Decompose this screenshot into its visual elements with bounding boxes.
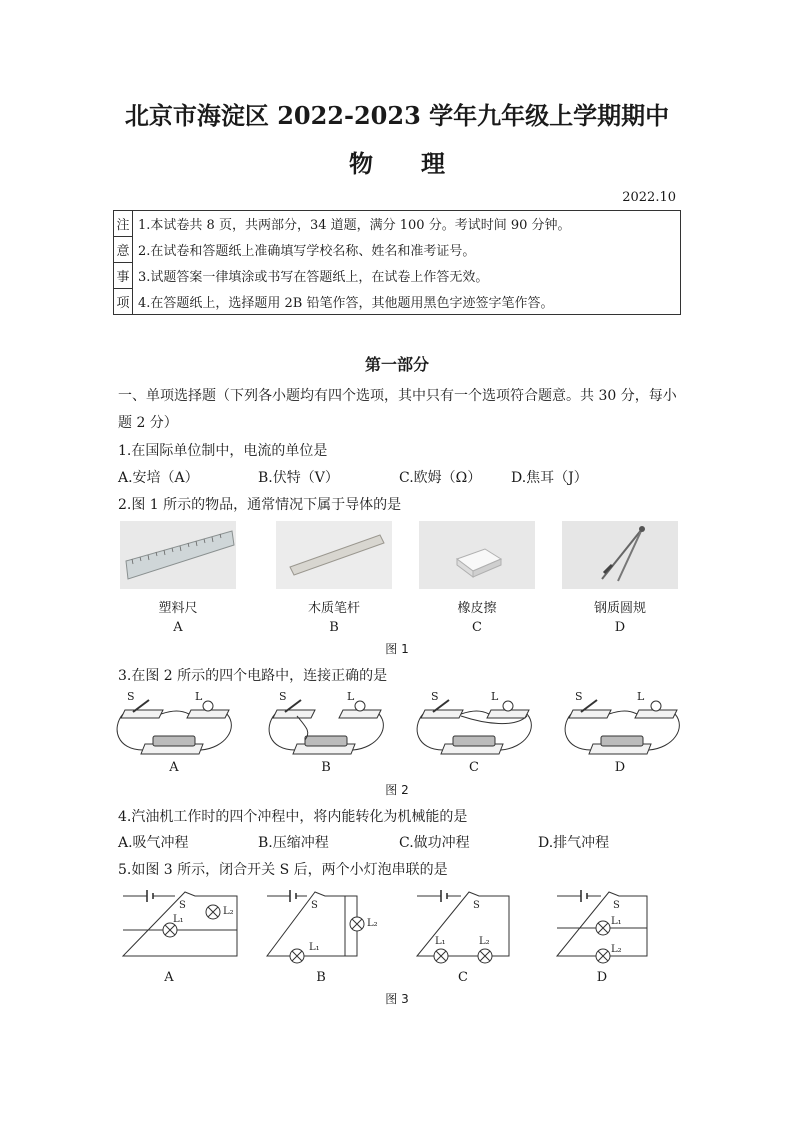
circuit-board-a	[117, 700, 231, 754]
notice-side-char: 注	[114, 211, 133, 237]
q5-b-lamp2-label: L₂	[367, 918, 378, 929]
q5-c-lamp1-label: L₁	[435, 936, 446, 947]
circuit-board-c	[417, 700, 531, 754]
plastic-ruler-image	[120, 521, 236, 589]
q5-d-switch-label: S	[613, 900, 620, 911]
q3-letter-d[interactable]: D	[614, 760, 626, 775]
q2-item-a-name: 塑料尺	[158, 601, 198, 616]
figure-3-caption: 图 3	[385, 992, 409, 1006]
notice-item: 1.本试卷共 8 页，共两部分，34 道题，满分 100 分。考试时间 90 分钟。	[133, 211, 681, 237]
q3-letter-b[interactable]: B	[321, 760, 331, 775]
q1-option-b[interactable]: B.伏特（V）	[258, 470, 339, 486]
q5-c-lamp2-label: L₂	[479, 936, 490, 947]
q1-option-c[interactable]: C.欧姆（Ω）	[399, 470, 482, 486]
q2-item-c-name: 橡皮擦	[457, 601, 497, 616]
q2-item-b-name: 木质笔杆	[307, 601, 360, 616]
q3-lamp-label-b: L	[347, 690, 355, 703]
q3-switch-label-b: S	[279, 690, 287, 703]
figure-3-circuits	[115, 884, 675, 968]
q1-stem: 1.在国际单位制中，电流的单位是	[118, 443, 328, 459]
q3-switch-label-a: S	[127, 690, 135, 703]
q5-letter-d[interactable]: D	[596, 970, 608, 985]
eraser-image	[419, 521, 535, 589]
q4-option-a[interactable]: A.吸气冲程	[118, 835, 189, 851]
instruction-line-1: 一、单项选择题（下列各小题均有四个选项，其中只有一个选项符合题意。共 30 分，每小	[118, 388, 677, 404]
q2-item-b-letter[interactable]: B	[329, 620, 339, 635]
q5-d-lamp2-label: L₂	[611, 944, 622, 955]
q3-lamp-label-d: L	[637, 690, 645, 703]
q3-lamp-label-c: L	[491, 690, 499, 703]
q1-option-d[interactable]: D.焦耳（J）	[511, 470, 588, 486]
exam-date: 2022.10	[622, 190, 676, 205]
q2-item-a-letter[interactable]: A	[173, 620, 183, 635]
q4-option-b[interactable]: B.压缩冲程	[258, 835, 329, 851]
notice-side-char: 事	[114, 263, 133, 289]
exam-title: 北京市海淀区 2022-2023 学年九年级上学期期中	[124, 101, 670, 130]
q3-switch-label-c: S	[431, 690, 439, 703]
q1-option-a[interactable]: A.安培（A）	[118, 470, 199, 486]
subject-title: 物 理	[349, 149, 445, 178]
q5-letter-c[interactable]: C	[458, 970, 468, 985]
q5-a-switch-label: S	[179, 900, 186, 911]
q2-stem: 2.图 1 所示的物品，通常情况下属于导体的是	[118, 497, 402, 513]
section-title: 第一部分	[364, 355, 429, 374]
q5-b-switch-label: S	[311, 900, 318, 911]
circuit-board-d	[565, 700, 679, 754]
q5-a-lamp1-label: L₁	[173, 914, 184, 925]
notice-item: 2.在试卷和答题纸上准确填写学校名称、姓名和准考证号。	[133, 237, 681, 263]
q5-a-lamp2-label: L₂	[223, 906, 234, 917]
notice-item: 4.在答题纸上，选择题用 2B 铅笔作答，其他题用黑色字迹签字笔作答。	[133, 289, 681, 315]
q2-item-d-letter[interactable]: D	[614, 620, 626, 635]
notice-side-char: 项	[114, 289, 133, 315]
wooden-pen-image	[276, 521, 392, 589]
q5-c-switch-label: S	[473, 900, 480, 911]
steel-compass-image	[562, 521, 678, 589]
q2-item-d-name: 钢质圆规	[593, 601, 646, 616]
q3-letter-c[interactable]: C	[469, 760, 479, 775]
notice-table	[113, 210, 681, 315]
q5-b-lamp1-label: L₁	[309, 942, 320, 953]
q2-item-c-letter[interactable]: C	[472, 620, 482, 635]
q3-stem: 3.在图 2 所示的四个电路中，连接正确的是	[118, 668, 388, 684]
circuit-board-b	[269, 700, 383, 754]
q4-stem: 4.汽油机工作时的四个冲程中，将内能转化为机械能的是	[118, 809, 468, 825]
q3-lamp-label-a: L	[195, 690, 203, 703]
q3-switch-label-d: S	[575, 690, 583, 703]
instruction-line-2: 题 2 分）	[118, 415, 178, 431]
q5-stem: 5.如图 3 所示，闭合开关 S 后，两个小灯泡串联的是	[118, 862, 448, 878]
q4-option-c[interactable]: C.做功冲程	[399, 835, 470, 851]
q4-option-d[interactable]: D.排气冲程	[538, 835, 610, 851]
q5-d-lamp1-label: L₁	[611, 916, 622, 927]
figure-2-caption: 图 2	[385, 783, 409, 797]
q3-letter-a[interactable]: A	[169, 760, 179, 775]
q5-letter-b[interactable]: B	[316, 970, 326, 985]
notice-side-char: 意	[114, 237, 133, 263]
notice-item: 3.试题答案一律填涂或书写在答题纸上，在试卷上作答无效。	[133, 263, 681, 289]
q5-letter-a[interactable]: A	[164, 970, 174, 985]
figure-1-caption: 图 1	[385, 642, 409, 656]
